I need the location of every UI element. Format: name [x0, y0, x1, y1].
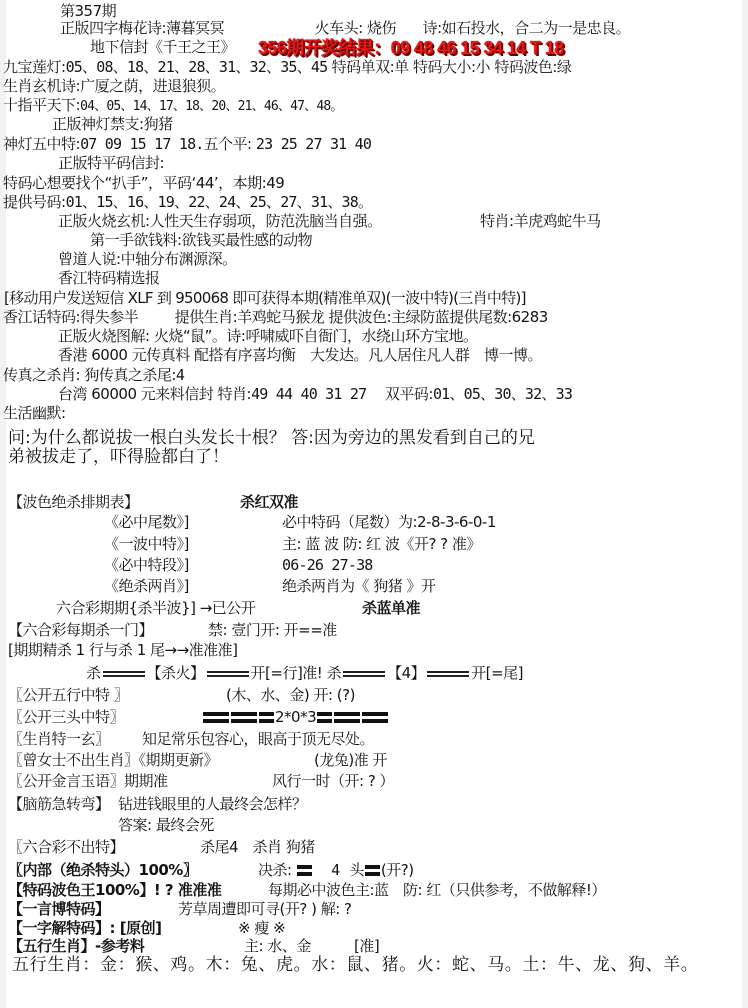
- provided-numbers-value: 01、15、16、19、22、24、25、27、31、38。: [65, 193, 373, 211]
- size-label: 特码大小:: [412, 58, 476, 76]
- lamp-ban-line: [52, 115, 173, 133]
- bar-icon: [259, 712, 274, 723]
- shizhi-line: [3, 96, 343, 116]
- taiwan-label: 台湾 60000 元来料信封 特肖:: [58, 385, 252, 403]
- wave-label: 特码波色:: [494, 58, 557, 76]
- first-hand-value: 欲钱买最性感的动物: [181, 231, 313, 249]
- half-wave-label: 六合彩期期{杀半波}] →已公开: [56, 599, 256, 617]
- xiangjiang-value: 得失参半: [80, 308, 139, 326]
- wave-table-title-value: 杀红双准: [240, 493, 299, 511]
- bar-icon: [231, 712, 257, 723]
- poem-label: 正版四字梅花诗:: [60, 19, 167, 37]
- zeng-dao-label: 曾道人说:: [58, 250, 121, 268]
- poem2-value: 如石投水，合二为一是忠良。: [441, 19, 631, 37]
- kill-gate-value: 禁: 壹门开: 开==准: [208, 621, 337, 639]
- fire-picture-label: 正版火烧图解:: [58, 327, 150, 345]
- three-heads-value: 2*0*3: [275, 708, 317, 726]
- open-xing: 开[=行]准!: [250, 664, 323, 682]
- fire-zodiac: [480, 212, 601, 230]
- provided-numbers-line: [3, 193, 372, 211]
- bar-icon: [334, 712, 360, 723]
- humor-label: 生活幽默:: [3, 404, 66, 422]
- kill-gate-label: 【六合彩每期杀一门】: [8, 621, 154, 639]
- one-char-value: ※ 瘦 ※: [238, 919, 286, 937]
- inside-label: 〖内部（绝杀特头）100%〗: [8, 861, 198, 879]
- open-tail: 开[=尾]: [471, 664, 523, 682]
- kill-fire: 【杀火】: [146, 664, 205, 682]
- xiangjiang-label: 香江话特码:: [3, 308, 81, 326]
- bar-icon: [317, 712, 332, 723]
- zeng-dao-value: 中轴分布渊源深。: [120, 250, 237, 268]
- three-heads-label: 〖公开三头中特〗: [8, 708, 125, 726]
- te-heart-line: 特码心想要找个“扒手”，平码‘44’，本期:49: [3, 174, 285, 192]
- fire-zodiac-label: 特肖:: [480, 212, 514, 230]
- five-elements-value: (木、水、金) 开: (?): [226, 686, 355, 704]
- provided-zodiac-label: 提供生肖:: [174, 308, 238, 326]
- shizhi-label: 十指平天下:: [3, 96, 81, 114]
- provided-numbers-label: 提供号码:: [3, 193, 66, 211]
- train-value: 烧伤: [366, 19, 396, 37]
- fax-kill-line: [3, 366, 184, 384]
- kill-prefix: 杀: [86, 664, 101, 682]
- humor-line-1: 问:为什么都说拔一根白头发长十根？ 答:因为旁边的黑发看到自己的兄: [8, 428, 535, 448]
- first-hand-line: [90, 231, 312, 249]
- fax-kill-value: 狗: [84, 366, 99, 384]
- document-page: [3, 0, 742, 1008]
- kill-four: 【4】: [387, 664, 426, 682]
- fax-kill-label: 传真之杀肖:: [3, 366, 81, 384]
- brain-teaser-question: 钻进钱眼里的人最终会怎样？: [118, 795, 307, 813]
- not-out-label: 〖六合彩不出特】: [8, 838, 125, 856]
- double-rule: [103, 671, 145, 677]
- one-word-bet-value: 芳草周遭即可寻(开? ) 解: ?: [178, 900, 352, 918]
- envelope-label: 地下信封《千王之王》: [90, 38, 236, 56]
- odd-even-label: 特码单双:: [331, 58, 395, 76]
- xiangjiang-line: [3, 308, 548, 326]
- size-value: 小: [475, 58, 491, 76]
- hk-fax-line: 香港 6000 元传真料 配搭有序喜均衡 大发达。凡人居住凡人群 博一博。: [58, 346, 542, 364]
- fax-tail-value: 4: [175, 366, 185, 384]
- wave-row-value: 06-26 27-38: [282, 556, 373, 574]
- fire-mystery-label: 正版火烧玄机:: [58, 212, 150, 230]
- provided-tail-label: 提供尾数:: [449, 308, 512, 326]
- bar-icon: [203, 712, 229, 723]
- kill-xing-tail-label: [期期精杀 1 行与杀 1 尾→→准准准]: [8, 641, 238, 659]
- inside-kill-label: 决杀:: [258, 861, 292, 879]
- ping-numbers: 23 25 27 31 40: [255, 135, 372, 153]
- kill-xing-tail-line: [86, 664, 523, 682]
- te-ping-envelope: 正版特平码信封:: [58, 154, 165, 172]
- fax-tail-label: 传真之杀尾:: [98, 366, 176, 384]
- ping-label: 五个平:: [203, 135, 252, 153]
- bar-icon: [297, 865, 312, 876]
- taiwan-numbers: 49 44 40 31 27: [251, 385, 367, 403]
- humor-line-2: 弟被拔走了，吓得脸都白了！: [8, 447, 229, 467]
- five-zodiac-list: 五行生肖：金：猴、鸡。木：兔、虎。水：鼠、猪。火：蛇、马。土：牛、龙、狗、羊。: [12, 955, 699, 975]
- wave-row-label: 《必中特段》]: [104, 556, 189, 574]
- odd-even-value: 单: [394, 58, 409, 76]
- issue-number: 第357期: [60, 2, 117, 20]
- sms-notice: [移动用户发送短信 XLF 到 950068 即可获得本期(精准单双)(一波中特)(三肖中特)]: [4, 289, 526, 307]
- inside-line: [258, 861, 414, 879]
- double-ping-value: 01、05、30、32、33: [432, 385, 573, 403]
- fire-picture-value: 火烧“鼠”。诗:呼啸威吓自衙门，水绕山环方宝地。: [153, 327, 478, 345]
- zodiac-mystery-value: 知足常乐包容心，眼高于顶无尽处。: [142, 730, 375, 748]
- brain-teaser-label: 【脑筋急转弯】: [8, 795, 110, 813]
- lamp-ban-label: 正版神灯禁支:: [52, 115, 144, 133]
- inside-head-value: 4: [331, 861, 340, 879]
- wave-row-label: 《一波中特》]: [104, 535, 189, 553]
- kill-prefix-2: 杀: [326, 664, 342, 682]
- inside-open: (开?): [380, 861, 414, 879]
- golden-words-label: 〖公开金言玉语〗期期准: [8, 772, 168, 790]
- zeng-dao-line: [58, 250, 237, 268]
- lamp-ban-value: 狗猪: [143, 115, 173, 133]
- xiangjiang-title: 香江特码精选报: [58, 269, 160, 287]
- one-char-label: 【一字解特码】: [原创]: [8, 919, 162, 937]
- wave-row-value: 绝杀两肖为《 狗猪 》开: [282, 577, 436, 595]
- zodiac-poem-line: [3, 77, 225, 95]
- bar-icon: [362, 712, 388, 723]
- poem2-label: 诗:: [422, 19, 442, 37]
- five-zodiac-value: 主: 水、金: [244, 937, 311, 955]
- five-zodiac-label: 【五行生肖】-参考料: [8, 937, 145, 955]
- brain-teaser-answer: 答案: 最终会死: [118, 816, 214, 834]
- train-label: 火车头:: [314, 19, 363, 37]
- jiubao-line: [3, 58, 571, 76]
- zeng-lady-label: 〖曾女士不出生肖〗《期期更新》: [8, 751, 219, 769]
- double-rule: [207, 671, 249, 677]
- fire-mystery-value: 人性天生存弱项，防范洗脑当自强。: [149, 212, 382, 230]
- result-headline: 356期开奖结果：09 48 46 15 34 14 T 18: [258, 38, 564, 58]
- zodiac-poem-value: 广厦之荫，进退狼狈。: [80, 77, 226, 95]
- five-zodiac-mark: [准]: [354, 937, 380, 955]
- wave-value: 绿: [556, 58, 572, 76]
- taiwan-line: [58, 385, 572, 403]
- not-out-value: 杀尾4 杀肖 狗猪: [200, 838, 315, 856]
- zodiac-poem-label: 生肖玄机诗:: [3, 77, 81, 95]
- double-rule: [427, 671, 469, 677]
- wave-row-label: 《必中尾数》]: [104, 513, 189, 531]
- wave-row-value: 必中特码（尾数）为:2-8-3-6-0-1: [282, 513, 496, 531]
- bar-icon: [365, 865, 380, 876]
- wave-king-value: 每期必中波色主:蓝 防: 红（只供参考，不做解释!）: [268, 881, 606, 899]
- fire-zodiac-value: 羊虎鸡蛇牛马: [513, 212, 601, 230]
- jiubao-label: 九宝莲灯:: [3, 58, 66, 76]
- lamp-five-line: [3, 135, 371, 153]
- five-elements-label: 〖公开五行中特 〗: [8, 686, 129, 704]
- three-heads-line: [202, 708, 389, 726]
- fire-picture-line: [58, 327, 477, 345]
- zodiac-mystery-label: 〖生肖特一玄〗: [8, 730, 110, 748]
- fire-mystery-line: [58, 212, 382, 230]
- provided-wave-label: 提供波色:: [328, 308, 392, 326]
- inside-head-label: 头: [349, 861, 364, 879]
- shizhi-numbers: 04、05、14、17、18、20、21、46、47、48。: [80, 99, 343, 114]
- provided-zodiac-value: 羊鸡蛇马猴龙: [237, 308, 325, 326]
- one-word-bet-label: 【一言博特码】: [8, 900, 110, 918]
- wave-row-label: 《绝杀两肖》]: [104, 577, 189, 595]
- poem-value: 薄暮冥冥: [166, 19, 225, 37]
- wave-table-title: 【波色绝杀排期表】: [8, 493, 139, 511]
- double-rule: [343, 671, 385, 677]
- lamp-five-numbers: 07 09 15 17 18.: [80, 135, 204, 153]
- lamp-five-label: 神灯五中特:: [3, 135, 81, 153]
- double-ping-label: 双平码:: [384, 385, 433, 403]
- jiubao-numbers: 05、08、18、21、28、31、32、35、45: [65, 58, 328, 76]
- wave-king-label: 【特码波色王100%】! ? 准准准: [8, 881, 222, 899]
- provided-wave-value: 主绿防蓝: [391, 308, 450, 326]
- provided-tail-value: 6283: [511, 308, 548, 326]
- half-wave-value: 杀蓝单准: [362, 599, 421, 617]
- golden-words-value: 风行一时（开: ? ）: [272, 772, 395, 790]
- zeng-lady-value: (龙兔)准 开: [314, 751, 387, 769]
- wave-row-value: 主: 蓝 波 防: 红 波《开? ? 准》: [282, 535, 481, 553]
- first-hand-label: 第一手欲钱料:: [90, 231, 182, 249]
